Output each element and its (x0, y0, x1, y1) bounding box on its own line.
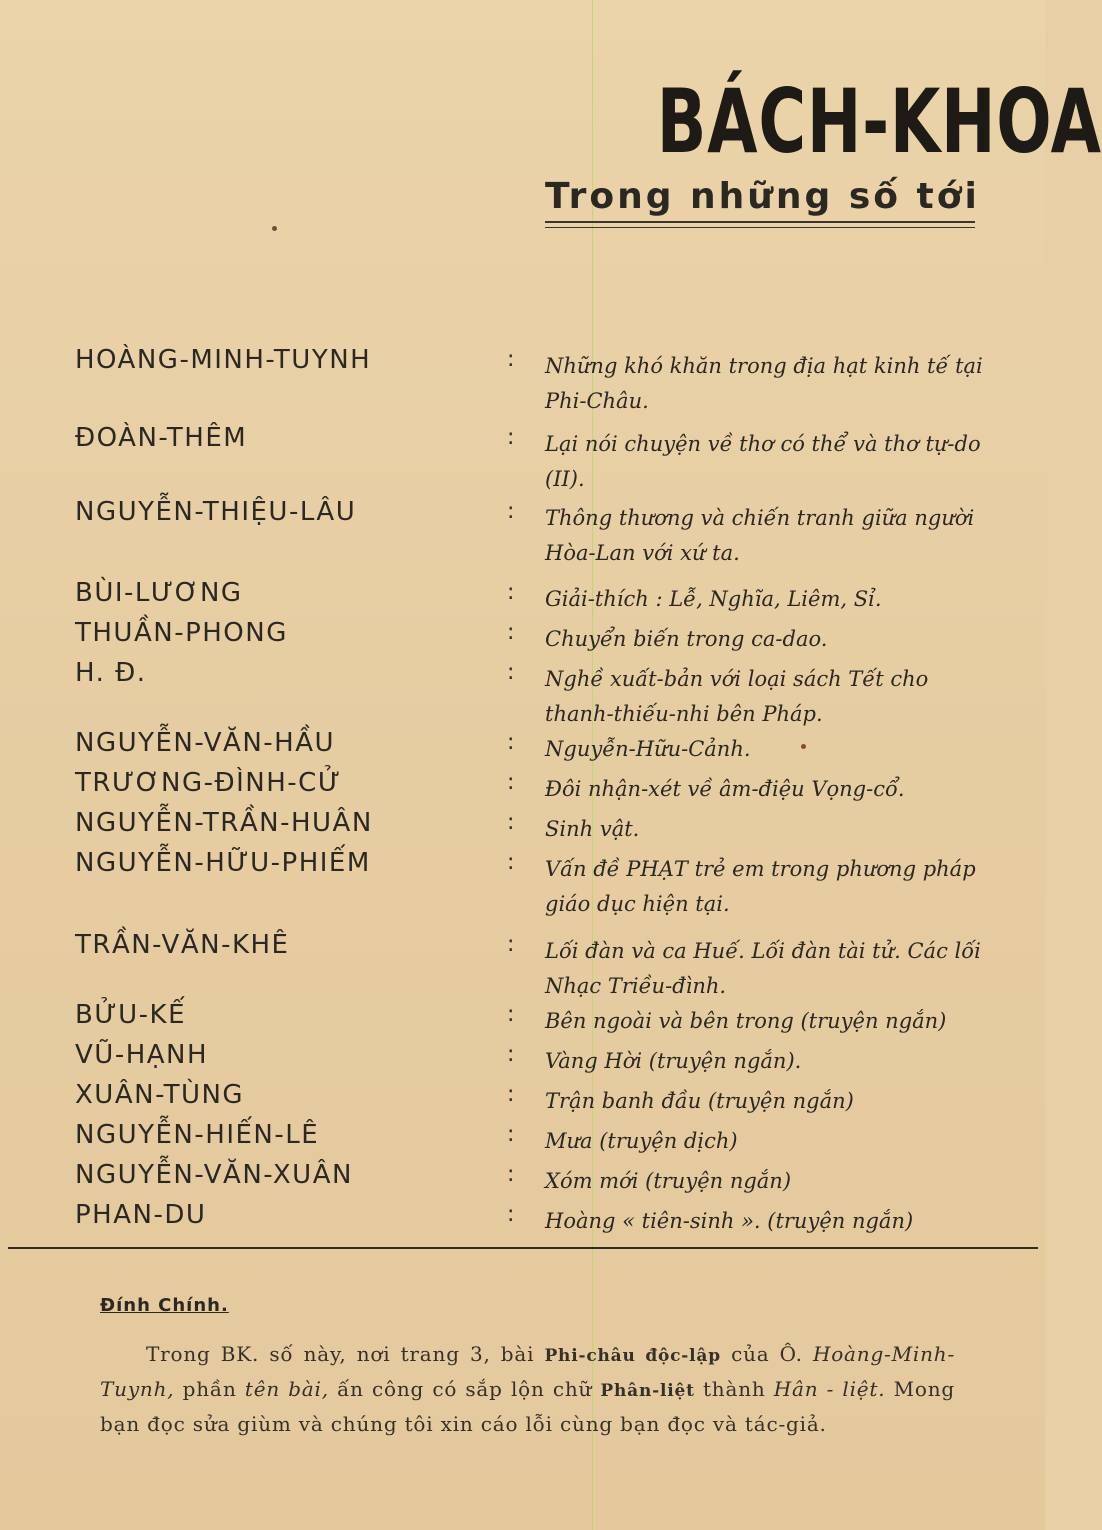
toc-topic: Vấn đề PHẠT trẻ em trong phương pháp giáo dục hiện tại. (545, 857, 976, 916)
errata-text-part: Trong BK. số này, nơi trang 3, bài (146, 1342, 545, 1366)
toc-separator: : (507, 770, 515, 795)
toc-separator: : (507, 932, 515, 957)
errata-text (100, 1338, 955, 1441)
toc-author: VŨ-HẠNH (75, 1040, 209, 1070)
errata-article-title: Phi-châu độc-lập (544, 1346, 721, 1366)
toc-topic: Mưa (truyện dịch) (545, 1129, 738, 1153)
toc-separator: : (507, 620, 515, 645)
toc-author: TRƯƠNG-ĐÌNH-CỬ (75, 768, 342, 798)
errata-printed-word: Hân - liệt. (773, 1377, 886, 1401)
toc-separator: : (507, 730, 515, 755)
ink-speck (801, 744, 806, 749)
toc-author: NGUYỄN-VĂN-XUÂN (75, 1160, 353, 1190)
toc-separator: : (507, 580, 515, 605)
masthead (545, 70, 1102, 228)
errata-text-part: thành (694, 1377, 774, 1401)
errata-text-part: của Ô. (720, 1342, 813, 1366)
errata-author: Hoàng-Minh-Tuynh, (100, 1342, 956, 1401)
toc-separator: : (507, 1122, 515, 1147)
toc-topic: Giải-thích : Lễ, Nghĩa, Liêm, Sỉ. (545, 587, 882, 611)
toc-topic: Trận banh đầu (truyện ngắn) (545, 1089, 854, 1113)
toc-topic: Nguyễn-Hữu-Cảnh. (545, 737, 751, 761)
magazine-title: BÁCH-KHOA (656, 70, 1102, 173)
toc-separator: : (507, 499, 515, 524)
toc-topic: Nghề xuất-bản với loại sách Tết cho thanh-thiếu-nhi bên Pháp. (545, 667, 929, 726)
toc-author: HOÀNG-MINH-TUYNH (75, 345, 372, 375)
masthead-rule (545, 221, 975, 223)
toc-author: NGUYỄN-TRẦN-HUÂN (75, 808, 373, 838)
masthead-rule-thin (545, 227, 975, 228)
errata-text-part: Mong bạn đọc sửa giùm và chúng tôi xin cáo lỗi cùng bạn đọc và tác-giả. (100, 1377, 956, 1436)
toc-author: NGUYỄN-THIỆU-LÂU (75, 497, 357, 527)
toc-topic: Đôi nhận-xét về âm-điệu Vọng-cổ. (545, 777, 905, 801)
toc-separator: : (507, 660, 515, 685)
toc-author: BỬU-KẾ (75, 1000, 187, 1030)
errata-wrong-word: Phân-liệt (600, 1381, 695, 1401)
toc-separator: : (507, 1162, 515, 1187)
toc-topic: Lại nói chuyện về thơ có thể và thơ tự-do (II). (545, 432, 981, 491)
errata-section-name: tên bài, (244, 1377, 329, 1401)
toc-topic: Sinh vật. (545, 817, 640, 841)
errata-text-part: ấn công có sắp lộn chữ (328, 1377, 601, 1401)
toc-author: XUÂN-TÙNG (75, 1080, 245, 1110)
masthead-subtitle: Trong những số tới (545, 176, 980, 217)
errata-heading: Đính Chính. (100, 1295, 229, 1316)
toc-separator: : (507, 1002, 515, 1027)
errata-section (100, 1295, 955, 1441)
toc-author: NGUYỄN-HIẾN-LÊ (75, 1120, 320, 1150)
toc-separator: : (507, 850, 515, 875)
toc-author: NGUYỄN-VĂN-HẦU (75, 728, 336, 758)
toc-topic: Thông thương và chiến tranh giữa người Hòa-Lan với xứ ta. (545, 506, 975, 565)
toc-separator: : (507, 1082, 515, 1107)
toc-author: PHAN-DU (75, 1200, 207, 1230)
toc-topic: Vàng Hời (truyện ngắn). (545, 1049, 802, 1073)
toc-separator: : (507, 1042, 515, 1067)
toc-topic: Xóm mới (truyện ngắn) (545, 1169, 792, 1193)
toc-topic: Lối đàn và ca Huế. Lối đàn tài tử. Các lối Nhạc Triều-đình. (545, 939, 981, 998)
toc-author: H. Đ. (75, 658, 147, 688)
toc-topic: Những khó khăn trong địa hạt kinh tế tại Phi-Châu. (545, 354, 983, 413)
toc-topic: Chuyển biến trong ca-dao. (545, 627, 828, 651)
toc-topic: Hoàng « tiên-sinh ». (truyện ngắn) (545, 1209, 914, 1233)
errata-text-part: phần (174, 1377, 245, 1401)
section-divider (8, 1247, 1038, 1249)
toc-author: NGUYỄN-HỮU-PHIẾM (75, 848, 371, 878)
toc-topic: Bên ngoài và bên trong (truyện ngắn) (545, 1009, 947, 1033)
toc-separator: : (507, 1202, 515, 1227)
toc-separator: : (507, 425, 515, 450)
toc-author: THUẦN-PHONG (75, 618, 288, 648)
ink-speck (272, 226, 277, 231)
toc-author: ĐOÀN-THÊM (75, 423, 248, 453)
toc-author: TRẦN-VĂN-KHÊ (75, 930, 290, 960)
toc-separator: : (507, 347, 515, 372)
toc-separator: : (507, 810, 515, 835)
toc-author: BÙI-LƯƠNG (75, 578, 243, 608)
